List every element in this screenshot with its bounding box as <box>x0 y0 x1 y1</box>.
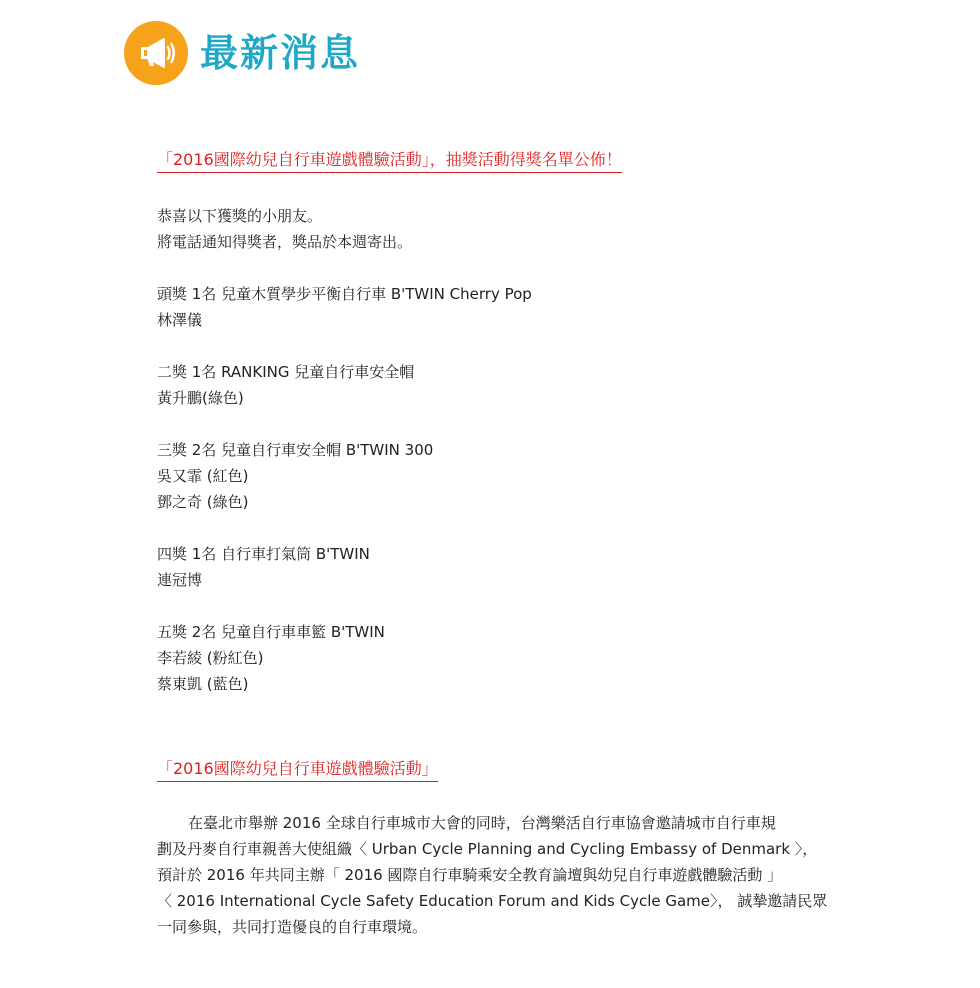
megaphone-icon <box>124 21 188 85</box>
announcement-intro <box>157 203 827 255</box>
winner-name: 林澤儀 <box>157 311 203 329</box>
prize-third <box>157 437 827 515</box>
paragraph-line: 〈 2016 International Cycle Safety Education Forum and Kids Cycle Game〉， 誠摯邀請民眾 <box>157 892 828 910</box>
event-description <box>157 810 827 940</box>
winner-name: 李若綾 (粉紅色) <box>157 649 264 667</box>
prize-first <box>157 281 827 333</box>
paragraph-line: 在臺北市舉辦 2016 全球自行車城市大會的同時，台灣樂活自行車協會邀請城市自行車規 <box>188 814 776 832</box>
prize-label: 二獎 1名 RANKING 兒童自行車安全帽 <box>157 363 415 381</box>
paragraph-line: 一同參與，共同打造優良的自行車環境。 <box>157 918 428 936</box>
event-section <box>157 757 827 940</box>
prize-label: 頭獎 1名 兒童木質學步平衡自行車 B'TWIN Cherry Pop <box>157 285 532 303</box>
winner-name: 吳又霏 (紅色) <box>157 467 249 485</box>
winner-name: 鄧之奇 (綠色) <box>157 493 249 511</box>
page-header <box>124 20 360 86</box>
prize-second <box>157 359 827 411</box>
intro-line: 恭喜以下獲獎的小朋友。 <box>157 207 323 225</box>
winner-name: 蔡東凱 (藍色) <box>157 675 249 693</box>
winner-name: 連冠博 <box>157 571 203 589</box>
announcement-title[interactable]: 「2016國際幼兒自行車遊戲體驗活動」，抽獎活動得獎名單公佈！ <box>157 148 622 173</box>
page-title: 最新消息 <box>200 31 361 75</box>
prize-label: 三獎 2名 兒童自行車安全帽 B'TWIN 300 <box>157 441 434 459</box>
news-content <box>157 148 827 940</box>
prize-fourth <box>157 541 827 593</box>
intro-line: 將電話通知得獎者，獎品於本週寄出。 <box>157 233 413 251</box>
event-title[interactable]: 「2016國際幼兒自行車遊戲體驗活動」 <box>157 757 438 782</box>
prize-label: 五獎 2名 兒童自行車車籃 B'TWIN <box>157 623 385 641</box>
prize-fifth <box>157 619 827 697</box>
winner-name: 黃升鵬(綠色) <box>157 389 244 407</box>
paragraph-line: 預計於 2016 年共同主辦「 2016 國際自行車騎乘安全教育論壇與幼兒自行車遊戲體驗活動 」 <box>157 866 783 884</box>
paragraph-line: 劃及丹麥自行車親善大使組織〈 Urban Cycle Planning and Cycling Embassy of Denmark 〉， <box>157 840 818 858</box>
prize-label: 四獎 1名 自行車打氣筒 B'TWIN <box>157 545 370 563</box>
